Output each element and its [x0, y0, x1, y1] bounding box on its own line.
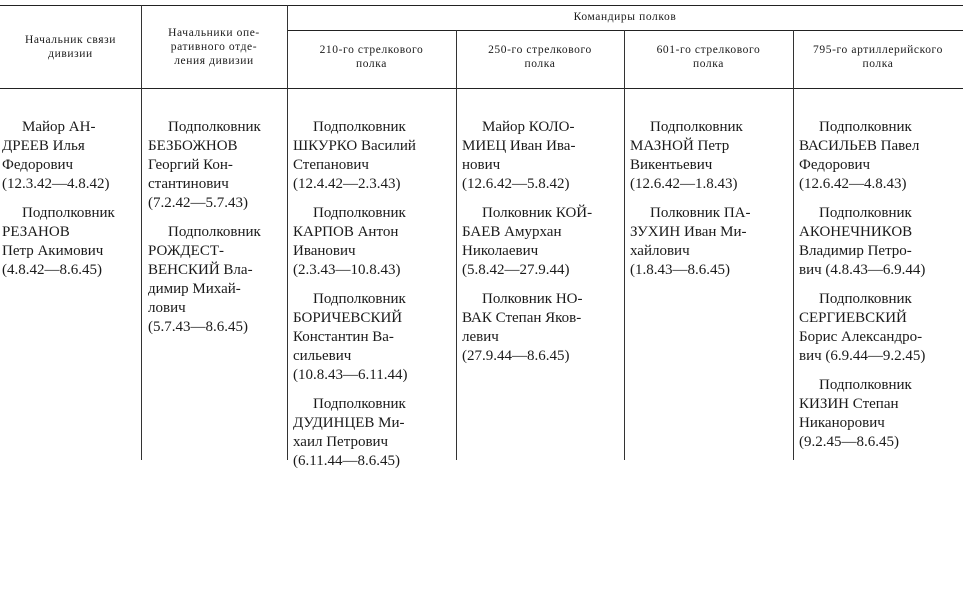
service-period: (9.2.45—8.6.45) [799, 434, 899, 450]
entry-line: Подполковник [650, 119, 743, 135]
entry-line: Николаевич [462, 243, 539, 259]
entry-line: МИЕЦ Иван Ива- [462, 138, 576, 154]
column-regiment-250 [462, 118, 621, 376]
service-period: (6.11.44—8.6.45) [293, 453, 400, 469]
entry-line: БОРИЧЕВСКИЙ [293, 310, 403, 326]
officer-entry [293, 395, 453, 471]
officer-entry [799, 290, 959, 366]
service-period: (4.8.42—8.6.45) [2, 262, 102, 278]
service-period: (10.8.43—6.11.44) [293, 367, 408, 383]
header-line: полка [355, 58, 387, 70]
header-line: Начальники опе- [168, 27, 260, 39]
entry-line: Степанович [293, 157, 369, 173]
service-period: (27.9.44—8.6.45) [462, 348, 570, 364]
officer-entry [799, 204, 959, 280]
header-line: полка [862, 58, 894, 70]
column-operations-chiefs [148, 118, 284, 347]
entry-line: Подполковник [819, 205, 912, 221]
entry-line: ВЕНСКИЙ Вла- [148, 262, 253, 278]
entry-line: Подполковник [819, 119, 912, 135]
column-header [287, 43, 456, 71]
header-line: 250-го стрелкового [488, 44, 592, 56]
entry-line: Иванович [293, 243, 356, 259]
header-line: ления дивизии [174, 55, 254, 67]
entry-line: Майор АН- [22, 119, 96, 135]
header-line: 795-го артиллерийского [813, 44, 943, 56]
column-division-signals-chief [2, 118, 138, 290]
entry-line: Подполковник [819, 291, 912, 307]
service-period: (7.2.42—5.7.43) [148, 195, 248, 211]
entry-line: левич [462, 329, 499, 345]
entry-line: Никанорович [799, 415, 885, 431]
entry-line: Георгий Кон- [148, 157, 233, 173]
column-header [624, 43, 793, 71]
group-header-rule [287, 30, 963, 31]
entry-line: КАРПОВ Антон [293, 224, 399, 240]
service-period: (12.3.42—4.8.42) [2, 176, 110, 192]
officer-entry [148, 223, 284, 337]
table-top-rule [0, 5, 963, 6]
entry-line: Подполковник [22, 205, 115, 221]
entry-line: ШКУРКО Василий [293, 138, 416, 154]
service-period: (12.4.42—2.3.43) [293, 176, 401, 192]
service-period: (12.6.42—4.8.43) [799, 176, 907, 192]
entry-line: ВАСИЛЬЕВ Павел [799, 138, 920, 154]
officer-entry [462, 204, 621, 280]
officer-entry [148, 118, 284, 213]
column-regiment-601 [630, 118, 790, 290]
entry-line: ДРЕЕВ Илья [2, 138, 85, 154]
entry-line: РЕЗАНОВ [2, 224, 70, 240]
service-period: (12.6.42—5.8.42) [462, 176, 570, 192]
column-regiment-210 [293, 118, 453, 481]
entry-line: Подполковник [313, 205, 406, 221]
entry-line: Подполковник [313, 119, 406, 135]
officer-entry [462, 290, 621, 366]
service-period: вич (6.9.44—9.2.45) [799, 348, 926, 364]
entry-line: КИЗИН Степан [799, 396, 899, 412]
entry-line: БАЕВ Амурхан [462, 224, 562, 240]
service-period: (5.7.43—8.6.45) [148, 319, 248, 335]
entry-line: Подполковник [168, 224, 261, 240]
entry-line: ВАК Степан Яков- [462, 310, 582, 326]
entry-line: сильевич [293, 348, 352, 364]
group-header [287, 10, 963, 24]
service-period: (12.6.42—1.8.43) [630, 176, 738, 192]
entry-line: Полковник КОЙ- [482, 205, 593, 221]
header-line: полка [692, 58, 724, 70]
entry-line: МАЗНОЙ Петр [630, 138, 730, 154]
officer-entry [2, 204, 138, 280]
header-line: 601-го стрелкового [656, 44, 761, 56]
officer-entry [293, 204, 453, 280]
entry-line: Федорович [2, 157, 74, 173]
entry-line: Подполковник [313, 396, 406, 412]
entry-line: лович [148, 300, 186, 316]
entry-line: Майор КОЛО- [482, 119, 575, 135]
entry-line: Борис Александро- [799, 329, 923, 345]
entry-line: Полковник НО- [482, 291, 583, 307]
column-regiment-795 [799, 118, 959, 462]
header-line: дивизии [48, 48, 93, 60]
service-period: (2.3.43—10.8.43) [293, 262, 401, 278]
entry-line: БЕЗБОЖНОВ [148, 138, 238, 154]
officer-entry [462, 118, 621, 194]
column-divider [287, 5, 288, 460]
entry-line: Викентьевич [630, 157, 713, 173]
header-line: полка [524, 58, 556, 70]
entry-line: хаил Петрович [293, 434, 389, 450]
officer-entry [293, 118, 453, 194]
entry-line: Константин Ва- [293, 329, 394, 345]
column-header [456, 43, 624, 71]
column-divider [793, 30, 794, 460]
entry-line: Владимир Петро- [799, 243, 912, 259]
officer-entry [799, 376, 959, 452]
column-divider [141, 5, 142, 460]
entry-line: хайлович [630, 243, 690, 259]
header-bottom-rule [0, 88, 963, 89]
column-header [141, 26, 287, 68]
entry-line: Полковник ПА- [650, 205, 751, 221]
officer-entry [630, 118, 790, 194]
header-line: 210-го стрелкового [319, 44, 424, 56]
entry-line: АКОНЕЧНИКОВ [799, 224, 913, 240]
officer-entry [293, 290, 453, 385]
entry-line: димир Михай- [148, 281, 241, 297]
group-header-title: Командиры полков [573, 11, 677, 23]
service-period: (1.8.43—8.6.45) [630, 262, 730, 278]
column-header [0, 33, 141, 61]
entry-line: СЕРГИЕВСКИЙ [799, 310, 907, 326]
entry-line: ДУДИНЦЕВ Ми- [293, 415, 405, 431]
service-period: вич (4.8.43—6.9.44) [799, 262, 926, 278]
header-line: Начальник связи [24, 34, 117, 46]
entry-line: РОЖДЕСТ- [148, 243, 224, 259]
entry-line: Федорович [799, 157, 871, 173]
column-divider [624, 30, 625, 460]
officer-entry [799, 118, 959, 194]
entry-line: ЗУХИН Иван Ми- [630, 224, 747, 240]
entry-line: Подполковник [168, 119, 261, 135]
column-header [793, 43, 963, 71]
column-divider [456, 30, 457, 460]
officer-entry [2, 118, 138, 194]
entry-line: Петр Акимович [2, 243, 104, 259]
entry-line: Подполковник [819, 377, 912, 393]
officer-entry [630, 204, 790, 280]
entry-line: нович [462, 157, 501, 173]
entry-line: Подполковник [313, 291, 406, 307]
service-period: (5.8.42—27.9.44) [462, 262, 570, 278]
header-line: ративного отде- [170, 41, 258, 53]
entry-line: стантинович [148, 176, 229, 192]
